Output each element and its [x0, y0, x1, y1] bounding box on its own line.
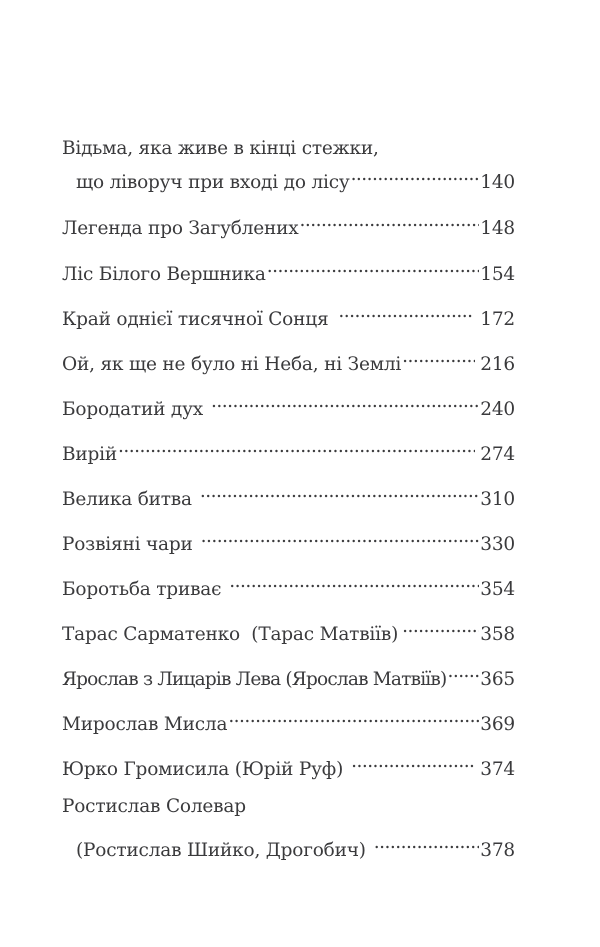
toc-entry-title: Бородатий дух: [62, 399, 204, 420]
toc-entry[interactable]: [62, 389, 515, 423]
toc-entry-title: Мирослав Мисла: [62, 714, 228, 735]
toc-page-number: 274: [480, 444, 515, 465]
toc-page-number: 310: [480, 489, 515, 510]
toc-entry-title-line-2: що ліворуч при вході до лісу: [76, 172, 350, 193]
dot-leader: [447, 659, 479, 685]
toc-entry[interactable]: [62, 208, 515, 242]
toc-entry-title: Легенда про Загублених: [62, 218, 299, 239]
dot-leader: [267, 254, 480, 280]
toc-entry-title-line-2: (Ростислав Шийко, Дрогобич): [76, 840, 366, 861]
toc-page-number: 240: [480, 399, 515, 420]
toc-entry[interactable]: [62, 254, 515, 288]
toc-page-number: 154: [480, 264, 515, 285]
toc-entry-title: Ліс Білого Вершника: [62, 264, 266, 285]
toc-page-number: 354: [480, 579, 515, 600]
dot-leader: [402, 344, 475, 370]
dot-leader: [228, 704, 479, 730]
toc-entry-title: Велика битва: [62, 489, 192, 510]
toc-page-number: 148: [480, 218, 515, 239]
toc-page-number: 369: [480, 714, 515, 735]
toc-entry[interactable]: [62, 794, 515, 864]
toc-entry[interactable]: [62, 299, 515, 333]
toc-entry[interactable]: [62, 344, 515, 378]
toc-entry-title: Ярослав з Лицарів Лева (Ярослав Матвіїв): [62, 669, 447, 690]
toc-entry[interactable]: [62, 659, 515, 693]
toc-entry[interactable]: [62, 569, 515, 603]
toc-entry-title: Боротьба триває: [62, 579, 222, 600]
toc-page-number: 172: [480, 309, 515, 330]
toc-entry-title: Вирій: [62, 444, 118, 465]
toc-entry-title: Тарас Сарматенко (Тарас Матвіїв): [62, 624, 399, 645]
toc-entry[interactable]: [62, 479, 515, 513]
dot-leader: [351, 162, 480, 188]
toc-page-number: 216: [480, 354, 515, 375]
dot-leader: [402, 614, 479, 640]
toc-entry[interactable]: [62, 704, 515, 738]
toc-entry-title-line-1: Ростислав Солевар: [62, 796, 246, 817]
dot-leader: [300, 208, 480, 234]
toc-entry-title: Розвіяні чари: [62, 534, 193, 555]
toc-page-number: 365: [480, 669, 515, 690]
toc-entry[interactable]: [62, 434, 515, 468]
toc-page-number: 330: [480, 534, 515, 555]
toc-entry-title-line-1: Відьма, яка живе в кінці стежки,: [62, 138, 379, 159]
toc-entry-title: Ой, як ще не було ні Неба, ні Землі: [62, 354, 402, 375]
toc-entry[interactable]: [62, 524, 515, 558]
toc-entry[interactable]: [62, 614, 515, 648]
toc-entry[interactable]: [62, 136, 515, 196]
dot-leader: [200, 479, 479, 505]
toc-page-number: 378: [480, 840, 515, 861]
dot-leader: [338, 299, 473, 325]
toc-page-number: 374: [480, 759, 515, 780]
dot-leader: [229, 569, 479, 595]
dot-leader: [351, 749, 475, 775]
dot-leader: [211, 389, 479, 415]
toc-page-number: 140: [480, 172, 515, 193]
toc-entry-title: Край однієї тисячної Сонця: [62, 309, 329, 330]
dot-leader: [118, 434, 475, 460]
toc-entry-title: Юрко Громисила (Юрій Руф): [62, 759, 344, 780]
toc-page-number: 358: [480, 624, 515, 645]
dot-leader: [201, 524, 480, 550]
dot-leader: [374, 830, 480, 856]
toc-entry[interactable]: [62, 749, 515, 783]
